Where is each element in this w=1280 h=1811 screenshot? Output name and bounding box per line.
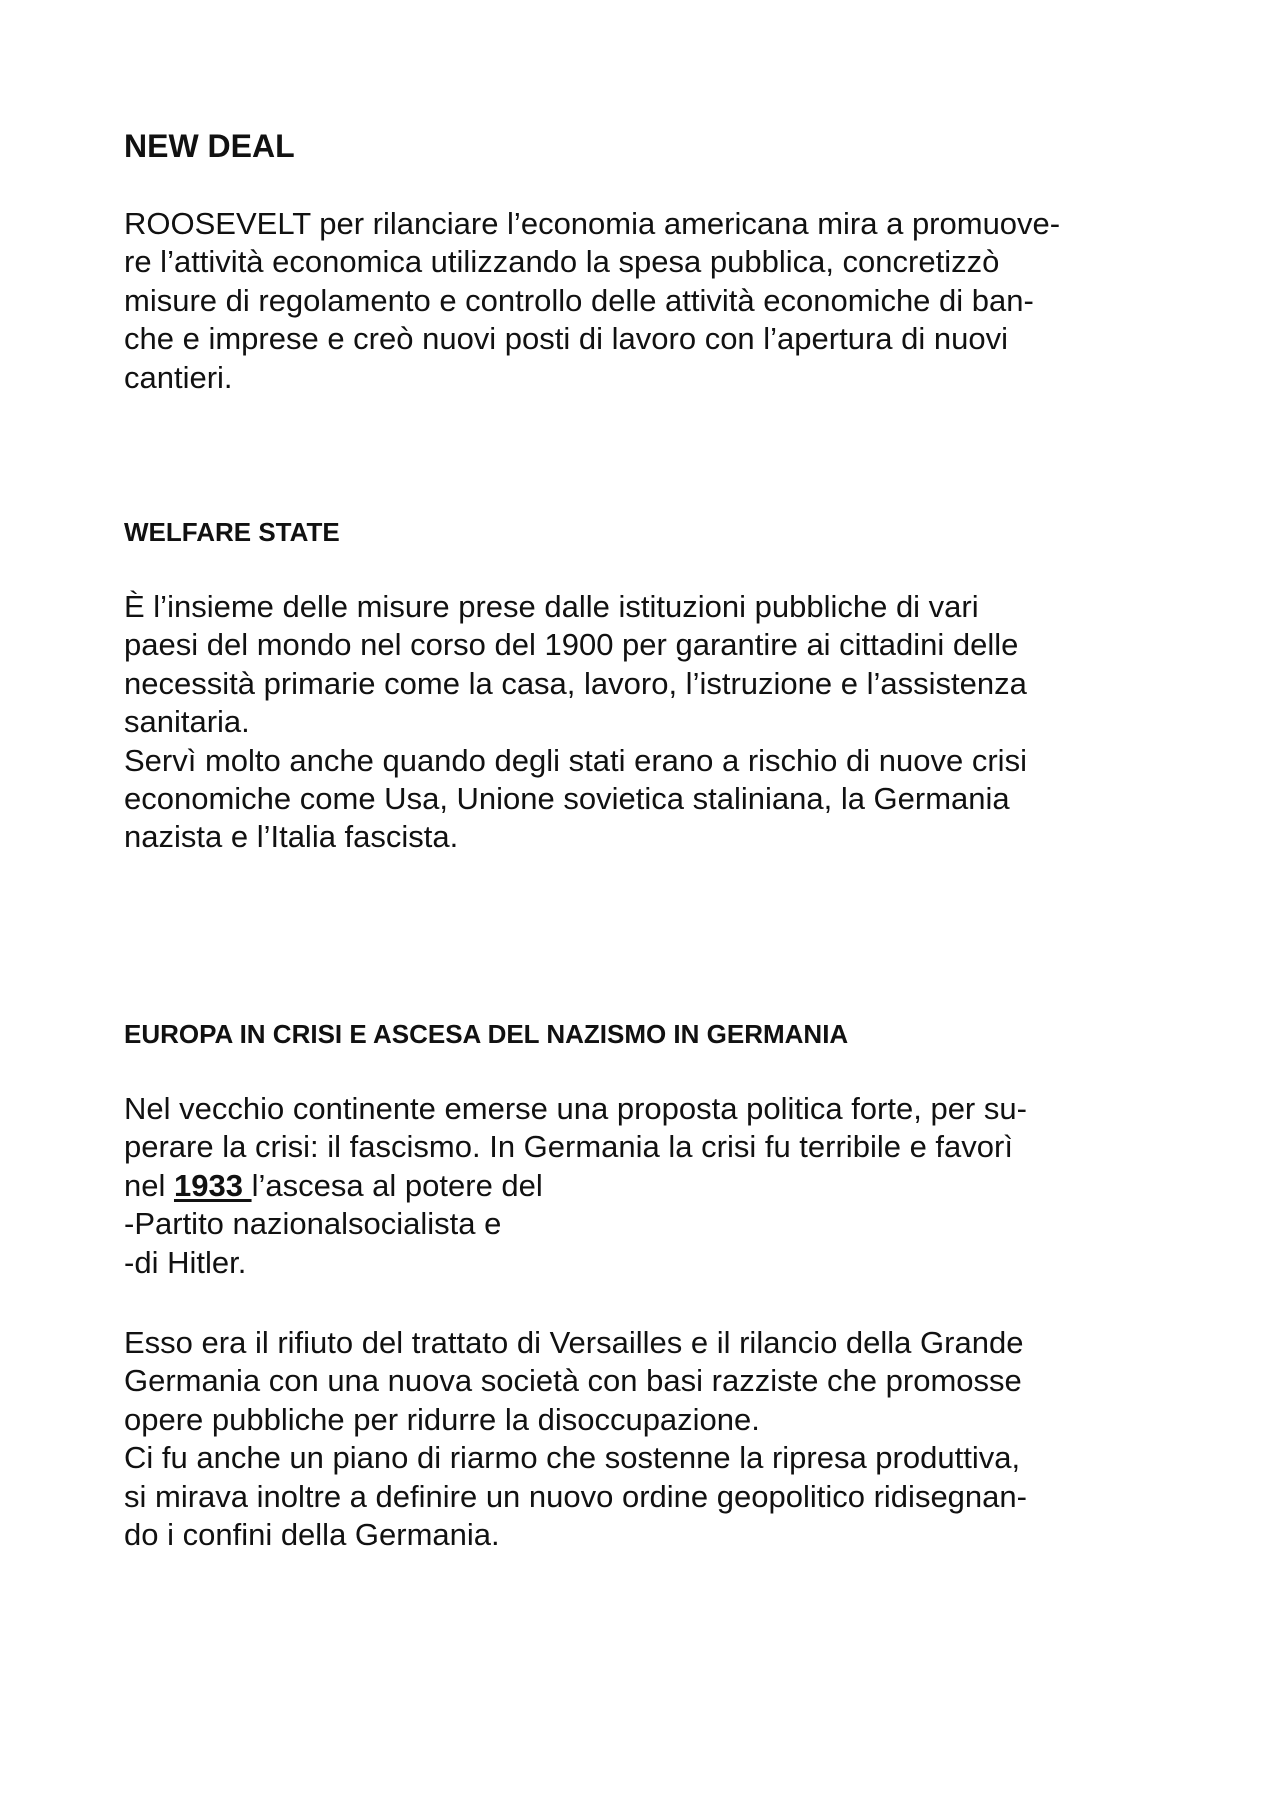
text-line: che e imprese e creò nuovi posti di lavoro con l’apertura di nuovi [124, 321, 1008, 357]
paragraph-welfare-state [124, 588, 1184, 857]
text-line: si mirava inoltre a definire un nuovo ordine geopolitico ridisegnan- [124, 1478, 1027, 1514]
text-line: È l’insieme delle misure prese dalle istituzioni pubbliche di vari [124, 589, 979, 624]
text-line: do i confini della Germania. [124, 1517, 500, 1553]
heading-europa-crisi: EUROPA IN CRISI E ASCESA DEL NAZISMO IN GERMANIA [124, 1019, 849, 1049]
text-line: Germania con una nuova società con basi razziste che promosse [124, 1363, 1022, 1399]
list-item: -Partito nazionalsocialista e [124, 1206, 502, 1242]
text-line: economiche come Usa, Unione sovietica staliniana, la Germania [124, 781, 1010, 817]
text-line: necessità primarie come la casa, lavoro, l’istruzione e l’assistenza [124, 665, 1027, 701]
text-line: Ci fu anche un piano di riarmo che sostenne la ripresa produttiva, [124, 1440, 1021, 1476]
text-line: cantieri. [124, 359, 233, 395]
text-line: Esso era il rifiuto del trattato di Versailles e il rilancio della Grande [124, 1325, 1024, 1360]
year-line-prefix: nel [124, 1167, 174, 1203]
year-line-suffix: l’ascesa al potere del [251, 1167, 543, 1203]
heading-new-deal: NEW DEAL [124, 128, 295, 164]
text-line: Nel vecchio continente emerse una proposta politica forte, per su- [124, 1091, 1027, 1126]
heading-welfare-state: WELFARE STATE [124, 517, 340, 547]
text-line: misure di regolamento e controllo delle attività economiche di ban- [124, 282, 1034, 318]
text-line: nazista e l’Italia fascista. [124, 819, 459, 855]
text-line: re l’attività economica utilizzando la spesa pubblica, concretizzò [124, 244, 1000, 280]
year-highlight: 1933 [173, 1167, 252, 1203]
paragraph-new-deal [124, 205, 1184, 397]
text-line: opere pubbliche per ridurre la disoccupazione. [124, 1401, 760, 1437]
list-item: -di Hitler. [124, 1244, 247, 1280]
text-line: sanitaria. [124, 704, 250, 740]
paragraph-europa-body [124, 1324, 1184, 1554]
paragraph-europa-intro [124, 1090, 1184, 1282]
text-line: perare la crisi: il fascismo. In Germania la crisi fu terribile e favorì [124, 1129, 1013, 1165]
text-line: Servì molto anche quando degli stati erano a rischio di nuove crisi [124, 742, 1027, 778]
text-line: ROOSEVELT per rilanciare l’economia americana mira a promuove- [124, 206, 1061, 241]
text-line-year [124, 1167, 1184, 1205]
text-line: paesi del mondo nel corso del 1900 per garantire ai cittadini delle [124, 627, 1019, 663]
